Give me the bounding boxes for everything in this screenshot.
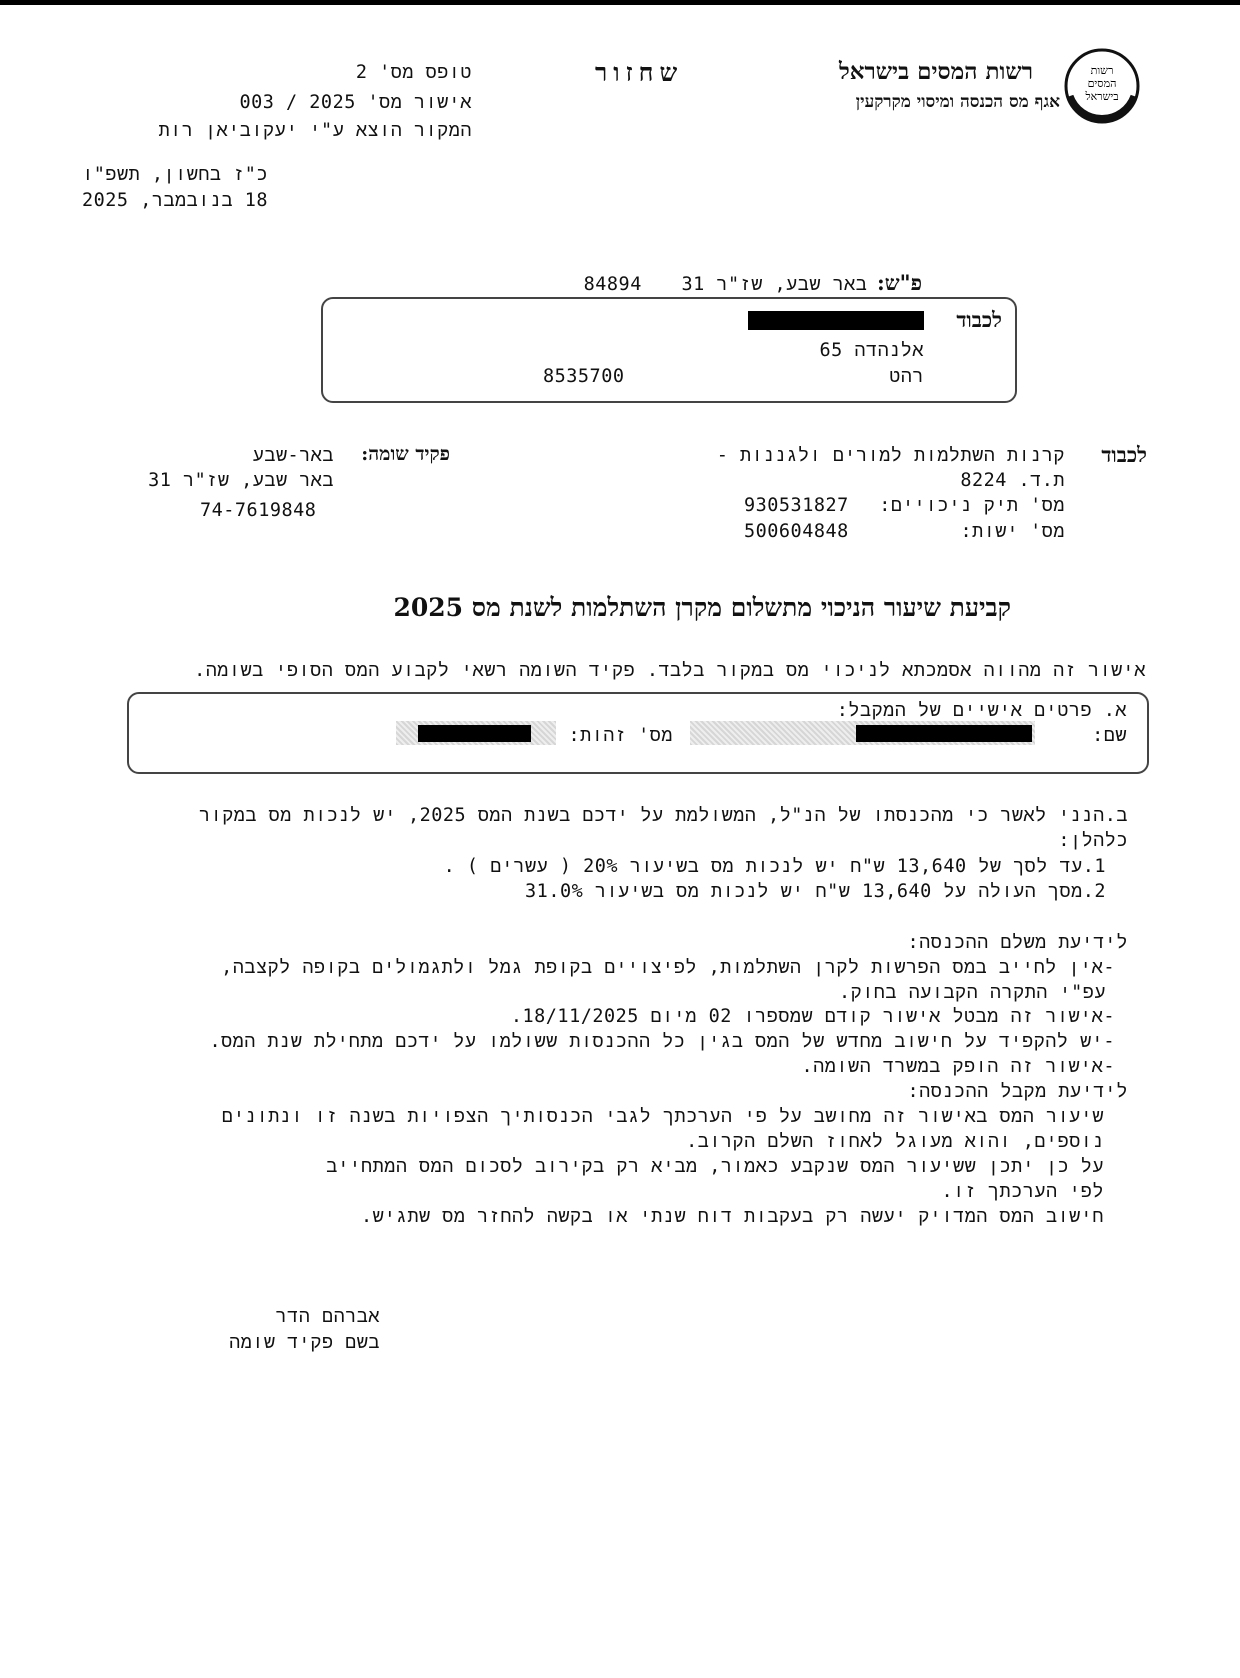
assessing-officer-label: פקיד שומה: [361,443,450,465]
entity-value: 500604848 [744,521,849,542]
signature-name: אברהם הדר [275,1306,380,1327]
section-b-item-2: 2.מסך העולה על 13,640 ש"ח יש לנכות מס בשיעור 31.0% [525,881,1106,902]
approval-number: אישור מס' 2025 / 003 [239,92,472,113]
payer-notes-title: לידיעת משלם ההכנסה: [907,932,1128,953]
assessing-officer-phone: 74-7619848 [200,500,317,521]
deductions-file-label: מס' תיק ניכויים: [879,495,1065,516]
recipient-notes-title: לידיעת מקבל ההכנסה: [907,1081,1128,1102]
page-title: קביעת שיעור הניכוי מתשלום מקרן השתלמות לשנת מס 2025 [393,593,1011,622]
payer-note-2: -אישור זה מבטל אישור קודם שמספרו 02 מיום 18/11/2025. [510,1006,1115,1027]
recipient-to-label: לכבוד [956,307,1002,332]
recipient-street: אלנהדה 65 [819,340,924,361]
logo-line-3: בישראל [1085,90,1119,103]
payer-note-4: -אישור זה הופק במשרד השומה. [801,1056,1115,1077]
section-b-item-1: 1.עד לסך של 13,640 ש"ח יש לנכות מס בשיעור 20% ( עשרים ) . [443,856,1106,877]
assessing-officer-address: באר שבע, שז"ר 31 [148,470,334,491]
authority-name: רשות המסים בישראל [838,58,1033,85]
personal-details-title: א. פרטים אישיים של המקבל: [836,700,1127,721]
issued-by: המקור הוצא ע"י יעקוביאן רות [158,120,472,141]
doc-type: שחזור [595,58,684,87]
section-b-line-2: כלהלן: [1058,830,1128,851]
payer-name: קרנות השתלמות למורים ולגננות - [716,445,1065,466]
gregorian-date: 18 בנובמבר, 2025 [82,190,268,211]
office-address: באר שבע, שז"ר 31 [681,274,868,295]
recipient-note-5: חישוב המס המדויק יעשה רק בעקבות דוח שנתי או בקשה להחזר מס שתגיש. [361,1206,1104,1227]
entity-label: מס' ישות: [960,521,1065,542]
redacted-recipient-name [748,311,924,330]
assessing-officer-city: באר-שבע [252,445,334,466]
signature-role: בשם פקיד שומה [229,1332,380,1353]
office-address-line [584,270,922,296]
payer-note-1b: עפ"י התקרה הקבועה בחוק. [838,982,1106,1003]
id-label: מס' זהות: [568,725,673,746]
hebrew-date: כ"ז בחשון, תשפ"ו [82,164,268,185]
logo-line-2: המסים [1087,77,1117,90]
tax-authority-logo [1060,44,1144,128]
recipient-city: רהט [889,366,924,387]
redacted-name [856,725,1032,742]
payer-po-box: ת.ד. 8224 [960,470,1065,491]
form-number: טופס מס' 2 [355,62,472,83]
payer-to-label: לכבוד [1101,442,1147,467]
section-b-line-1: ב.הנני לאשר כי מהכנסתו של הנ"ל, המשולמת על ידכם בשנת המס 2025, יש לנכות מס במקור [199,805,1128,826]
recipient-zip: 8535700 [543,366,625,387]
payer-note-3: -יש להקפיד על חישוב מחדש של המס בגין כל ההכנסות ששולמו על ידכם מתחילת שנת המס. [209,1031,1115,1052]
office-label: פ"ש: [877,270,922,295]
recipient-note-2: נוספים, והוא מעוגל לאחוז השלם הקרוב. [686,1131,1104,1152]
office-zip: 84894 [583,274,642,295]
recipient-note-4: לפי הערכתך זו. [941,1181,1104,1202]
recipient-note-1: שיעור המס באישור זה מחושב על פי הערכתך לגבי הכנסותיך הצפויות בשנה זו ונתונים [221,1106,1104,1127]
redacted-id [418,725,531,742]
disclaimer: אישור זה מהווה אסמכתא לניכוי מס במקור בלבד. פקיד השומה רשאי לקבוע המס הסופי בשומה. [194,660,1146,681]
department-name: אגף מס הכנסה ומיסוי מקרקעין [855,92,1060,112]
logo-line-1: רשות [1090,64,1114,77]
deductions-file-value: 930531827 [744,495,849,516]
recipient-note-3: על כן יתכן ששיעור המס שנקבע כאמור, מביא רק בקירוב לסכום המס המתחייב [326,1156,1104,1177]
top-border [0,0,1240,5]
payer-note-1a: -אין לחייב במס הפרשות לקרן השתלמות, לפיצויים בקופת גמל ולתגמולים בקופה לקצבה, [221,957,1115,978]
name-label: שם: [1092,725,1127,746]
